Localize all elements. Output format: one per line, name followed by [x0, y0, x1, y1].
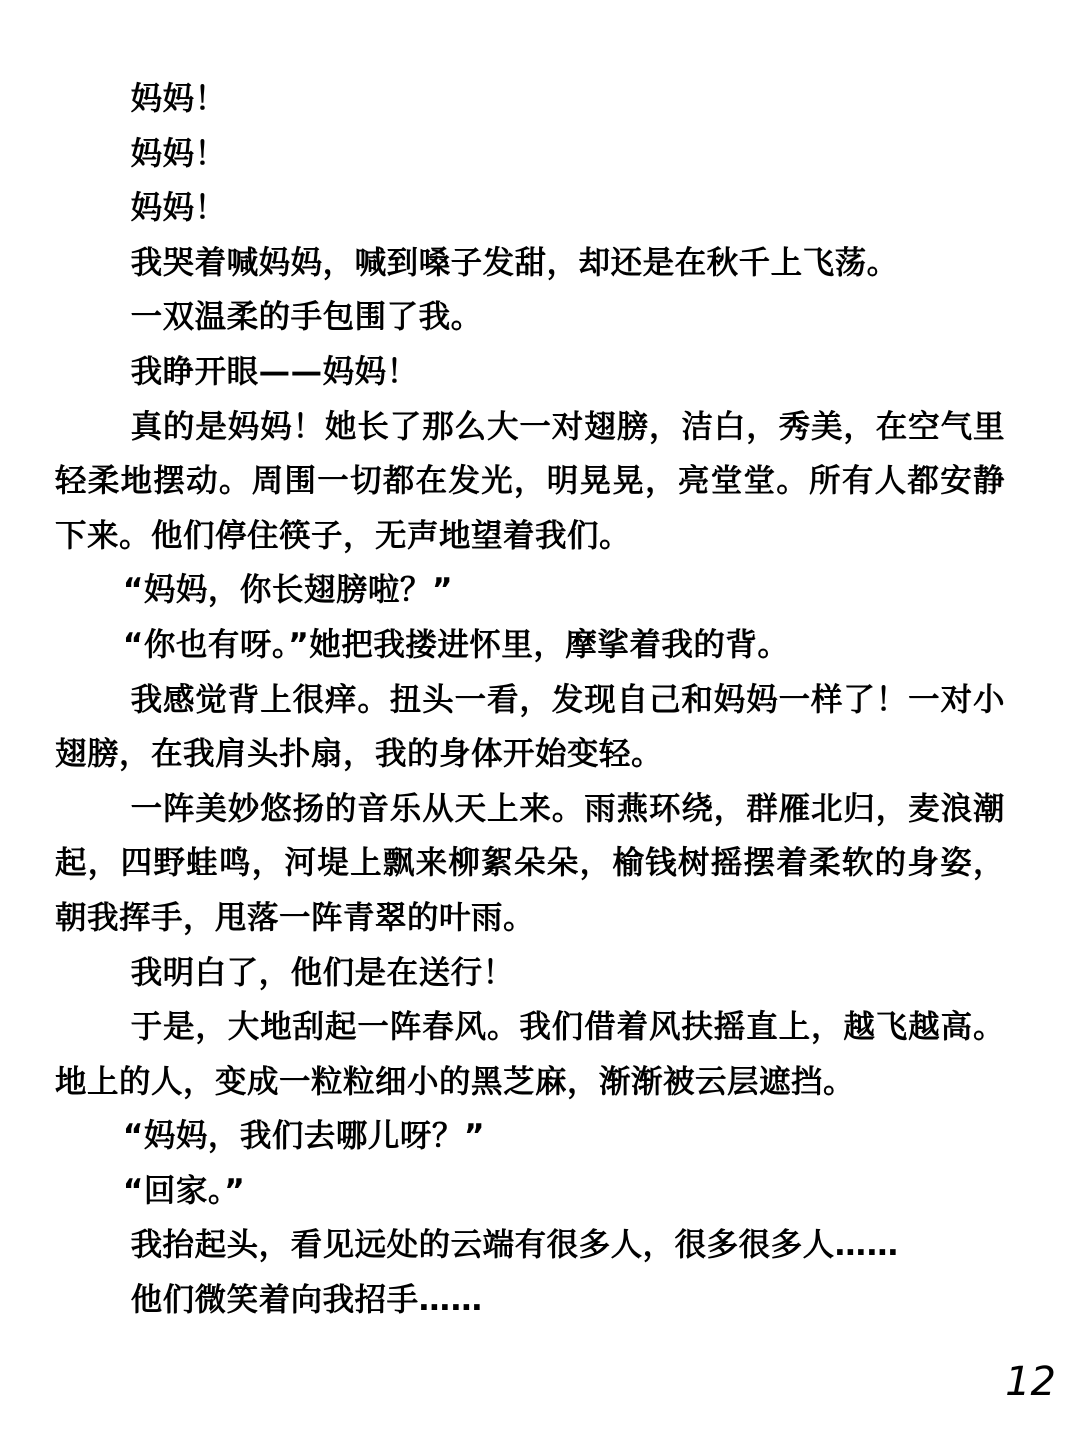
dialogue-paragraph: “你也有呀。”她把我搂进怀里，摩挲着我的背。: [122, 626, 790, 663]
paragraph: 我睁开眼——妈妈！: [130, 353, 419, 390]
paragraph: 妈妈！: [130, 190, 227, 227]
story-text: [55, 72, 1005, 1328]
paragraph: 真的是妈妈！她长了那么大一对翅膀，洁白，秀美，在空气里轻柔地摆动。周围一切都在发光，明晃晃，亮堂堂。所有人都安静下来。他们停住筷子，无声地望着我们。: [55, 408, 1005, 554]
paragraph: 一阵美妙悠扬的音乐从天上来。雨燕环绕，群雁北归，麦浪潮起，四野蛙鸣，河堤上飘来柳絮朵朵，榆钱树摇摆着柔软的身姿，朝我挥手，甩落一阵青翠的叶雨。: [55, 790, 1005, 936]
dialogue-paragraph: “妈妈，你长翅膀啦？”: [122, 572, 454, 609]
paragraph: 我抬起头，看见远处的云端有很多人，很多很多人……: [130, 1227, 899, 1264]
page-number: 12: [1005, 1359, 1056, 1405]
paragraph: 我明白了，他们是在送行！: [130, 954, 515, 991]
paragraph: 于是，大地刮起一阵春风。我们借着风扶摇直上，越飞越高。地上的人，变成一粒粒细小的黑芝麻，渐渐被云层遮挡。: [55, 1009, 1005, 1100]
dialogue-paragraph: “妈妈，我们去哪儿呀？”: [122, 1118, 486, 1155]
paragraph: 一双温柔的手包围了我。: [130, 299, 483, 336]
paragraph: 妈妈！: [130, 135, 227, 172]
paragraph: 他们微笑着向我招手……: [130, 1282, 483, 1319]
paragraph: 妈妈！: [130, 81, 227, 117]
dialogue-paragraph: “回家。”: [122, 1172, 246, 1209]
paragraph: 我哭着喊妈妈，喊到嗓子发甜，却还是在秋千上飞荡。: [130, 244, 899, 281]
paragraph: 我感觉背上很痒。扭头一看，发现自己和妈妈一样了！一对小翅膀，在我肩头扑扇，我的身体开始变轻。: [55, 681, 1005, 773]
